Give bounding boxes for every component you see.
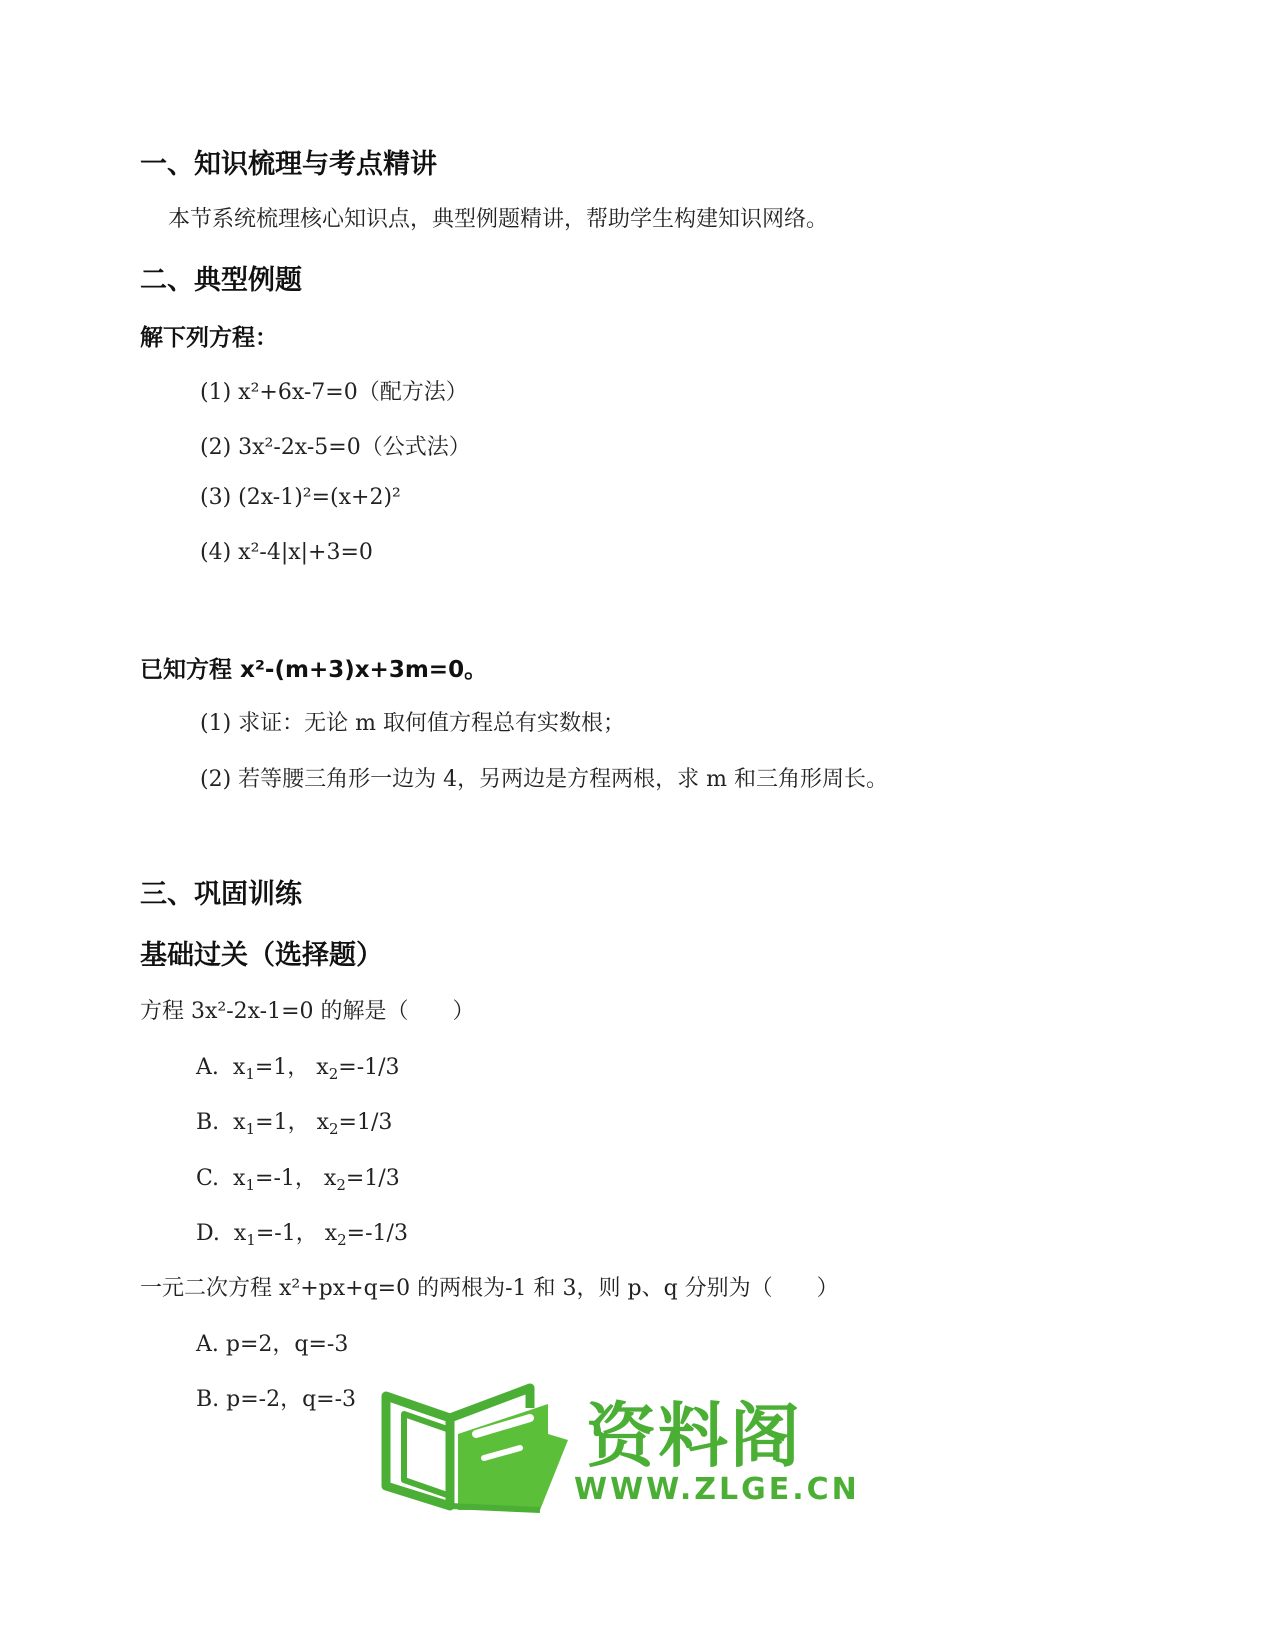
problem-1-item: (3) (2x-1)²=(x+2)² (200, 485, 401, 510)
problem-2-title: 已知方程 x²-(m+3)x+3m=0。 (140, 657, 488, 683)
problem-1-title: 解下列方程： (140, 325, 278, 351)
problem-2-item: (2) 若等腰三角形一边为 4，另两边是方程两根，求 m 和三角形周长。 (200, 767, 888, 792)
question-1-option-b: B. $x_1=1$， $x_2=1/3$ (196, 1110, 393, 1138)
watermark-logo (380, 1378, 860, 1518)
watermark-name: 资料阁 (586, 1395, 802, 1477)
problem-1-item: (4) x²-4|x|+3=0 (200, 540, 373, 565)
watermark-url: WWW.ZLGE.CN (574, 1472, 860, 1507)
problem-2-item: (1) 求证：无论 m 取何值方程总有实数根； (200, 711, 626, 736)
question-2-option-b: B. p=-2，q=-3 (196, 1387, 357, 1412)
question-1-option-c: C. $x_1=-1$， $x_2=1/3$ (196, 1166, 400, 1194)
question-2-stem: 一元二次方程 x²+px+q=0 的两根为-1 和 3，则 p、q 分别为（ ） (140, 1276, 839, 1301)
section-1-heading: 一、知识梳理与考点精讲 (140, 149, 437, 180)
question-1-option-a: A. $x_1=1$， $x_2=-1/3$ (196, 1055, 400, 1083)
question-2-option-a: A. p=2，q=-3 (196, 1332, 349, 1357)
section-3-subheading: 基础过关（选择题） (140, 940, 383, 971)
question-1-stem: 方程 3x²-2x-1=0 的解是（ ） (140, 999, 475, 1024)
section-1-intro: 本节系统梳理核心知识点，典型例题精讲，帮助学生构建知识网络。 (168, 207, 829, 232)
book-icon (380, 1378, 570, 1518)
section-2-heading: 二、典型例题 (140, 265, 302, 296)
problem-1-item: (2) 3x²-2x-5=0（公式法） (200, 435, 471, 460)
section-3-heading: 三、巩固训练 (140, 879, 302, 910)
problem-1-item: (1) x²+6x-7=0（配方法） (200, 380, 468, 405)
question-1-option-d: D. $x_1=-1$， $x_2=-1/3$ (196, 1221, 408, 1249)
